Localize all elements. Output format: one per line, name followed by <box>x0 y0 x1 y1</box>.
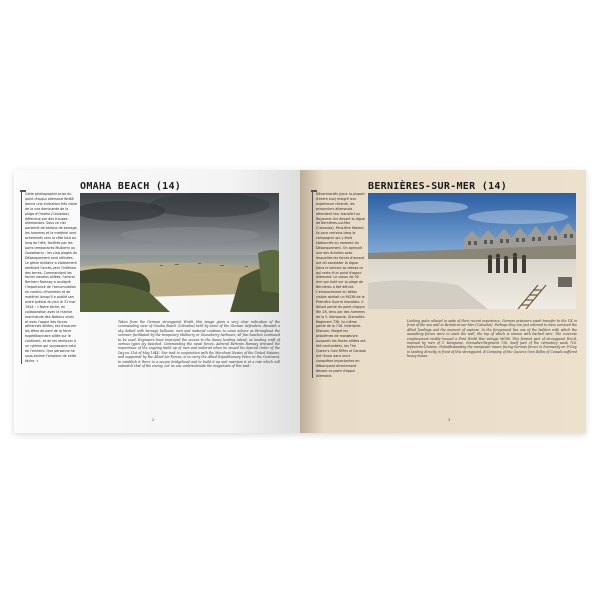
left-sidebar-text: Cette photographie prise du point d'appui allemand Wn68 donne une indication très claire de la vue dominante de la plage d'Omaha (Calvados) défendue par des troupes allemandes. Sous ce ciel parsemé de ballons de barrage, les hommes et le matériel sont acheminés vers la côte tout au long de l'été, facilités par les ports temporaires Mulberry ou Gooseberry ; les cinq plages du Débarquement sont utilisées. Le génie militaire a visiblement amélioré l'accès vers l'intérieur des terres. Commandant les forces navales alliées, l'amiral Bertram Ramsay a souligné l'importance de l'accumulation en continu d'hommes et de matériel lorsqu'il a publié son ordre spécial du jour le 31 mai 1944 : « Notre tâche, en collaboration avec la marine marchande des Nations unies et avec l'appui des forces aériennes alliées, est d'assurer les têtes de pont de la force expéditionnaire alliée sur le continent, et de les renforcer à un rythme qui surpassera celui de l'ennemi. Que personne ne sous-estime l'ampleur de cette tâche. » <box>21 192 78 364</box>
omaha-beach-photo <box>80 193 279 312</box>
right-photo-caption: Looking quite relaxed in spite of their recent experience, German prisoners await transfer to the UK in front of the sea wall in Bernières-sur-Mer (Calvados). Perhaps they are just relieved to have survived the Allied landings and the moment of capture. In the foreground lies one of the ladders with which the assaulting forces were to scale the wall, the top of which is strewn with barbed wire. The concrete emplacement visible housed a First World War vintage MG08. This formed part of strongpoint Wn28, manned by men of 5. Kompanie, Grenadier-Regiment 736, itself part of the retreating weak 716. Infanterie-Division. Notwithstanding the manpower issues facing German forces in Normandy on D-Day, in landing directly in front of this strongpoint, B Company of the Queen's Own Rifles of Canada suffered heavy losses. <box>407 319 577 359</box>
bernieres-photo <box>368 193 576 309</box>
left-page-number: 2 <box>152 418 155 422</box>
right-page-number: 3 <box>448 418 451 422</box>
book-spread <box>14 170 586 433</box>
left-page-title: OMAHA BEACH (14) <box>80 181 182 192</box>
left-photo-caption: Taken from the German strongpoint Wn68, this image gives a very clear indication of the commanding view of Omaha Beach (Calvados) held by some of the German defenders. Beneath a sky dotted with barrage balloons, men and material continue to come ashore as throughout the summer, facilitated by the temporary Mulberry or Gooseberry harbours; all five beaches continued to be used. Engineers have improved the access to the dunes leading inland, as landing craft of various types lay beached. Commanding the naval forces, Admiral Bertram Ramsay stressed the importance of the ongoing build up of men and material when he issued his Special Order of the Day on 31st of May 1944: 'Our task in conjunction with the Merchant Navies of the United Nations, and supported by the Allied Air Forces, is to carry the Allied Expeditionary Force to the Continent, to establish it there in a secure bridgehead and to build it up and maintain it at a rate which will outmatch that of the enemy. Let no one underestimate the magnitude of this task.' <box>118 320 280 369</box>
right-page <box>300 170 586 433</box>
omaha-beach-image <box>80 193 279 312</box>
right-page-title: BERNIÈRES-SUR-MER (14) <box>368 181 508 192</box>
bernieres-image <box>368 193 576 309</box>
left-page <box>14 170 300 433</box>
right-sidebar-text: Décontractés (pour la plupart d'entre eux) malgré leur expérience récente, les prisonniers allemands attendent leur transfert au Royaume-Uni devant la digue de Bernières-sur-Mer (Calvados). Peut-être étaient-ils pour certains dans la compagnie qui y était stationnée au moment du Débarquement. On aperçoit une des échelles avec lesquelles les forces d'assaut ont dû escalader la digue. Dans le lointain se dresse ce qui reste d'un point d'appui allemand. Le canon de 50 mm qui tirait sur la plage de Bernières a été détruit. L'emplacement en béton visible abritait un MG36 de la Première Guerre mondiale. Il faisait partie du point d'appui Wn 28, tenu par des hommes de la 5. Kompanie, Grenadier-Regiment 736, lui-même partie de la 716. Infanterie-Division. Malgré les problèmes de manœuvre auxquels les forces alliées ont été confrontées, les The Queen's Own Rifles of Canada ont réussi dans leurs conquêtes importantes en débarquant directement devant ce point d'appui allemand. <box>312 192 366 378</box>
